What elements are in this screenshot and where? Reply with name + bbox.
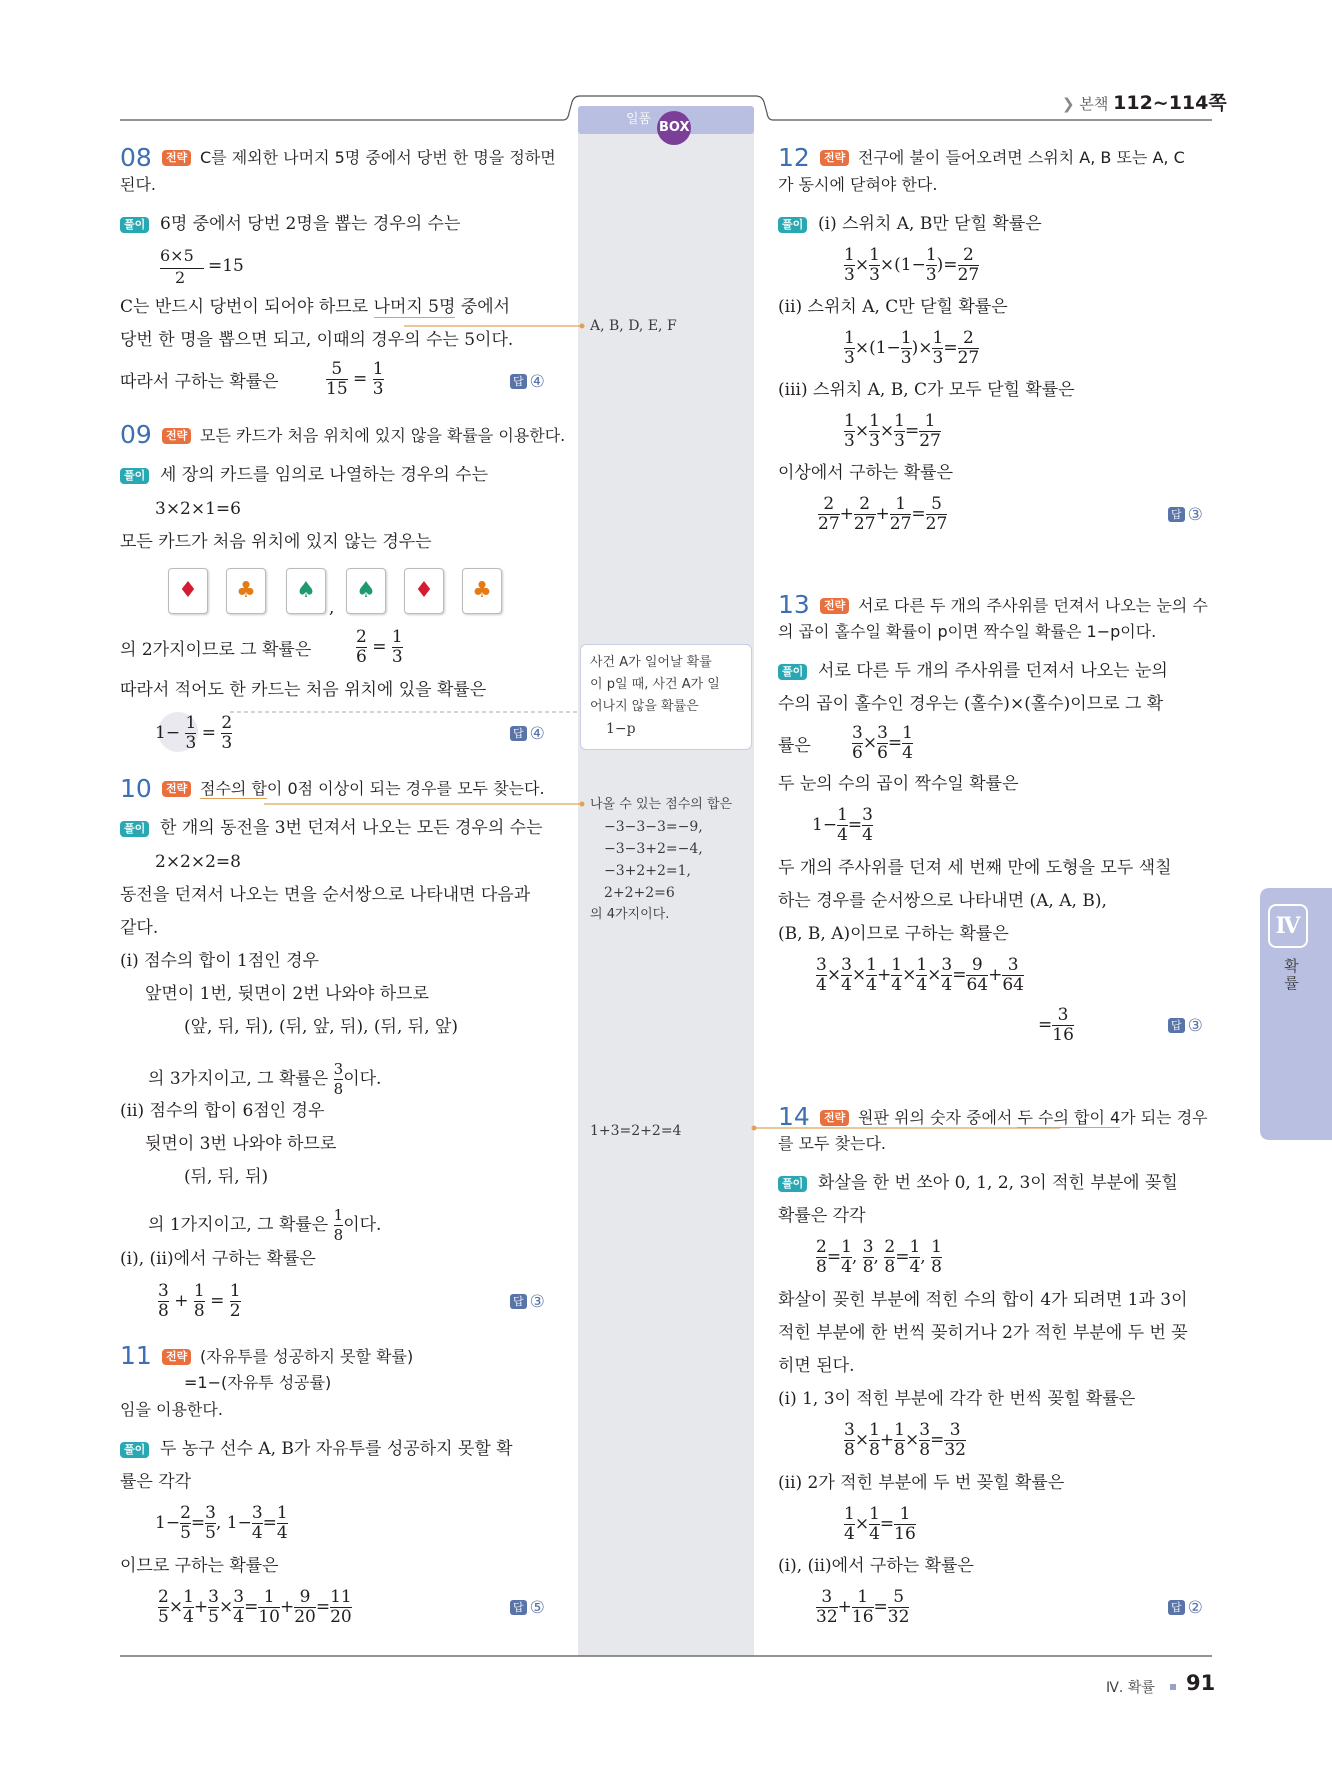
solution-line: (ⅰ), (ⅱ)에서 구하는 확률은: [778, 1556, 974, 1576]
card-club-icon: ♣: [462, 568, 502, 614]
solution-line: 모든 카드가 처음 위치에 있지 않는 경우는: [120, 532, 432, 552]
strategy-text: (자유투를 성공하지 못할 확률): [200, 1347, 414, 1366]
solution-line: (ⅱ) 점수의 합이 6점인 경우: [120, 1101, 325, 1121]
solution-line: 확률은 각각: [778, 1206, 866, 1226]
fraction: 1− $\frac{1}{4}$ = $\frac{3}{4}$: [812, 805, 873, 845]
book-ref: ❯ 본책 112~114쪽: [1062, 92, 1227, 114]
solution-line: (ⅲ) 스위치 A, B, C가 모두 닫힐 확률은: [778, 380, 1075, 400]
strategy-text: 된다.: [120, 175, 156, 194]
chapter-tab-roman: Ⅳ: [1268, 904, 1308, 948]
strategy-tag: 전략: [162, 150, 191, 166]
fraction: $\frac{2}{5}$ × $\frac{1}{4}$ + $\frac{3}{5}$ × $\frac{3}{4}$ = $\frac{1}{10}$ + $\frac{9}{20}$ = $\frac{11}{20}$: [158, 1587, 352, 1627]
solution-line: 두 눈의 수의 곱이 짝수일 확률은: [778, 774, 1019, 794]
problem-number: 08: [120, 143, 152, 172]
strategy-text: 가 동시에 닫혀야 한다.: [778, 175, 938, 194]
fraction: $\frac{1}{3}$ ×(1− $\frac{1}{3}$ )× $\frac{1}{3}$ = $\frac{2}{27}$: [844, 328, 980, 368]
frac-num: 6×5: [160, 246, 194, 265]
fraction: 1− $\frac{2}{5}$ = $\frac{3}{5}$ , 1− $\frac{3}{4}$ = $\frac{1}{4}$: [155, 1503, 288, 1543]
strategy-tag: 전략: [162, 781, 191, 797]
fraction: $\frac{3}{32}$ + $\frac{1}{16}$ = $\frac{5}{32}$: [816, 1587, 910, 1627]
solution-line: 히면 된다.: [778, 1356, 855, 1376]
solution-line: 화살이 꽂힌 부분에 적힌 수의 합이 4가 되려면 1과 3이: [778, 1290, 1188, 1310]
answer: 답 ④: [510, 372, 545, 392]
fraction: $\frac{1}{4}$ × $\frac{1}{4}$ = $\frac{1}{16}$: [844, 1504, 916, 1544]
strategy-text: 점수의 합이 0점 이상이 되는 경우를 모두 찾는다.: [200, 779, 545, 798]
solution-line: 두 개의 주사위를 던져 세 번째 만에 도형을 모두 색칠: [778, 858, 1172, 878]
answer: 답 ③: [1168, 1016, 1203, 1036]
solution-line: (B, B, A)이므로 구하는 확률은: [778, 924, 1009, 944]
solution-tag: 풀이: [778, 217, 807, 233]
side-note: 이 p일 때, 사건 A가 일: [590, 677, 720, 692]
side-note: A, B, D, E, F: [590, 318, 677, 334]
solution-line: 이므로 구하는 확률은: [120, 1556, 279, 1576]
equation: 2×2×2=8: [155, 852, 241, 872]
fraction: $\frac{2}{8}$ = $\frac{1}{4}$ , $\frac{3}{8}$ , $\frac{2}{8}$ = $\frac{1}{4}$ , $\frac{1}{8}$: [816, 1237, 942, 1277]
answer: 답 ③: [510, 1292, 545, 1312]
answer: 답 ②: [1168, 1598, 1203, 1618]
strategy-text: 를 모두 찾는다.: [778, 1134, 886, 1153]
side-note: 어나지 않을 확률은: [590, 699, 699, 714]
fraction: $\frac{1}{3}$ × $\frac{1}{3}$ ×(1− $\frac{1}{3}$ )= $\frac{2}{27}$: [844, 245, 980, 285]
strategy-text: 모든 카드가 처음 위치에 있지 않을 확률을 이용한다.: [200, 426, 566, 445]
problem-number: 14: [778, 1102, 810, 1131]
side-note: 의 4가지이다.: [590, 907, 670, 922]
solution-line: 같다.: [120, 918, 159, 938]
solution-line: (앞, 뒤, 뒤), (뒤, 앞, 뒤), (뒤, 뒤, 앞): [184, 1017, 459, 1037]
solution-line: 의 1가지이고, 그 확률은 $\frac{1}{8}$ 이다.: [148, 1206, 382, 1244]
box-label: 일품 BOX: [626, 110, 691, 145]
solution-tag: 풀이: [120, 217, 149, 233]
strategy-text: 임을 이용한다.: [120, 1400, 223, 1419]
solution-line: C는 반드시 당번이 되어야 하므로 나머지 5명 중에서: [120, 297, 511, 317]
fraction: $\frac{3}{8}$ + $\frac{1}{8}$ = $\frac{1}{2}$: [158, 1281, 241, 1321]
side-note: −3−3+2=−4,: [604, 841, 703, 857]
side-note: −3−3−3=−9,: [604, 819, 703, 835]
solution-line: 뒷면이 3번 나와야 하므로: [145, 1134, 337, 1154]
solution-line: 한 개의 동전을 3번 던져서 나오는 모든 경우의 수는: [160, 818, 543, 838]
fraction: 1− $\frac{1}{3}$ = $\frac{2}{3}$: [155, 713, 233, 753]
solution-line: 하는 경우를 순서쌍으로 나타내면 (A, A, B),: [778, 891, 1107, 911]
answer: 답 ③: [1168, 505, 1203, 525]
solution-line: (ⅰ) 스위치 A, B만 닫힐 확률은: [818, 214, 1042, 234]
card-spade-icon: ♠: [346, 568, 386, 614]
fraction: = $\frac{3}{16}$: [1038, 1005, 1074, 1045]
solution-line: 세 장의 카드를 임의로 나열하는 경우의 수는: [160, 465, 489, 485]
fraction: $\frac{3}{6}$ × $\frac{3}{6}$ = $\frac{1}{4}$: [852, 723, 913, 763]
side-note: 나올 수 있는 점수의 합은: [590, 797, 733, 812]
solution-line: (ⅰ) 1, 3이 적힌 부분에 각각 한 번씩 꽂힐 확률은: [778, 1389, 1136, 1409]
card-club-icon: ♣: [226, 568, 266, 614]
side-note: 2+2+2=6: [604, 885, 675, 901]
problem-number: 12: [778, 143, 810, 172]
strategy-text: 서로 다른 두 개의 주사위를 던져서 나오는 눈의 수: [858, 596, 1208, 615]
solution-line: (ⅰ), (ⅱ)에서 구하는 확률은: [120, 1249, 316, 1269]
solution-line: 서로 다른 두 개의 주사위를 던져서 나오는 눈의: [818, 661, 1168, 681]
strategy-tag: 전략: [820, 598, 849, 614]
side-note: 사건 A가 일어날 확률: [590, 655, 712, 670]
solution-line: 의 3가지이고, 그 확률은 $\frac{3}{8}$ 이다.: [148, 1060, 382, 1098]
solution-line: 두 농구 선수 A, B가 자유투를 성공하지 못할 확: [160, 1439, 513, 1459]
strategy-tag: 전략: [162, 428, 191, 444]
problem-number: 13: [778, 590, 810, 619]
fraction: $\frac{3}{8}$ × $\frac{1}{8}$ + $\frac{1}{8}$ × $\frac{3}{8}$ = $\frac{3}{32}$: [844, 1420, 966, 1460]
card-diamond-icon: ♦: [404, 568, 444, 614]
card-spade-icon: ♠: [286, 568, 326, 614]
strategy-tag: 전략: [820, 1110, 849, 1126]
solution-line: (ⅰ) 점수의 합이 1점인 경우: [120, 951, 319, 971]
answer: 답 ⑤: [510, 1598, 545, 1618]
fraction: $\frac{2}{27}$ + $\frac{2}{27}$ + $\frac{1}{27}$ = $\frac{5}{27}$: [818, 494, 948, 534]
solution-line: 화살을 한 번 쏘아 0, 1, 2, 3이 적힌 부분에 꽂힐: [818, 1173, 1178, 1193]
problem-number: 09: [120, 420, 152, 449]
solution-tag: 풀이: [120, 1442, 149, 1458]
solution-line: 수의 곱이 홀수인 경우는 (홀수)×(홀수)이므로 그 확: [778, 694, 1164, 714]
strategy-text: 원판 위의 숫자 중에서 두 수의 합이 4가 되는 경우: [858, 1108, 1208, 1127]
solution-line: 따라서 구하는 확률은: [120, 372, 279, 392]
solution-line: 이상에서 구하는 확률은: [778, 463, 954, 483]
fraction: $\frac{5}{15}$ = $\frac{1}{3}$: [326, 359, 384, 399]
solution-line: 의 2가지이므로 그 확률은: [120, 640, 312, 660]
page-number: 91: [1186, 1671, 1216, 1695]
fraction: $\frac{1}{3}$ × $\frac{1}{3}$ × $\frac{1}{3}$ = $\frac{1}{27}$: [844, 411, 941, 451]
strategy-text: =1−(자유투 성공률): [184, 1373, 332, 1392]
solution-line: 률은 각각: [120, 1472, 192, 1492]
footer-section: Ⅳ. 확률: [1106, 1680, 1155, 1696]
solution-line: 률은: [778, 736, 811, 756]
solution-line: 6명 중에서 당번 2명을 뽑는 경우의 수는: [160, 214, 461, 234]
problem-number: 10: [120, 774, 152, 803]
frac-den: 2: [175, 268, 186, 287]
answer: 답 ④: [510, 724, 545, 744]
card-diamond-icon: ♦: [168, 568, 208, 614]
strategy-text: C를 제외한 나머지 5명 중에서 당번 한 명을 정하면: [200, 148, 556, 167]
solution-line: (ⅱ) 2가 적힌 부분에 두 번 꽂힐 확률은: [778, 1473, 1065, 1493]
solution-line: 앞면이 1번, 뒷면이 2번 나와야 하므로: [145, 984, 429, 1004]
solution-line: 적힌 부분에 한 번씩 꽂히거나 2가 적힌 부분에 두 번 꽂: [778, 1323, 1188, 1343]
equation: 3×2×1=6: [155, 499, 241, 519]
problem-number: 11: [120, 1341, 152, 1370]
strategy-text: 의 곱이 홀수일 확률이 p이면 짝수일 확률은 1−p이다.: [778, 622, 1157, 641]
strategy-tag: 전략: [820, 150, 849, 166]
side-note: 1+3=2+2=4: [590, 1123, 682, 1139]
side-note: 1−p: [606, 721, 636, 737]
fraction: $\frac{3}{4}$ × $\frac{3}{4}$ × $\frac{1}{4}$ + $\frac{1}{4}$ × $\frac{1}{4}$ × $\frac{3}{4}$ = $\frac{9}{64}$ + $\frac{3}{64}$: [816, 955, 1024, 995]
solution-line: 따라서 적어도 한 카드는 처음 위치에 있을 확률은: [120, 680, 487, 700]
solution-tag: 풀이: [120, 468, 149, 484]
side-note: −3+2+2=1,: [604, 863, 692, 879]
solution-line: (뒤, 뒤, 뒤): [184, 1167, 269, 1187]
solution-line: 동전을 던져서 나오는 면을 순서쌍으로 나타내면 다음과: [120, 885, 531, 905]
solution-line: 당번 한 명을 뽑으면 되고, 이때의 경우의 수는 5이다.: [120, 330, 514, 350]
solution-line: (ⅱ) 스위치 A, C만 닫힐 확률은: [778, 297, 1008, 317]
solution-tag: 풀이: [778, 664, 807, 680]
solution-tag: 풀이: [120, 821, 149, 837]
strategy-text: 전구에 불이 들어오려면 스위치 A, B 또는 A, C: [858, 148, 1185, 167]
fraction: $\frac{2}{6}$ = $\frac{1}{3}$: [356, 627, 403, 667]
chapter-tab-label: 확률: [1282, 958, 1300, 992]
strategy-tag: 전략: [162, 1349, 191, 1365]
solution-tag: 풀이: [778, 1176, 807, 1192]
equation: =15: [208, 256, 244, 276]
